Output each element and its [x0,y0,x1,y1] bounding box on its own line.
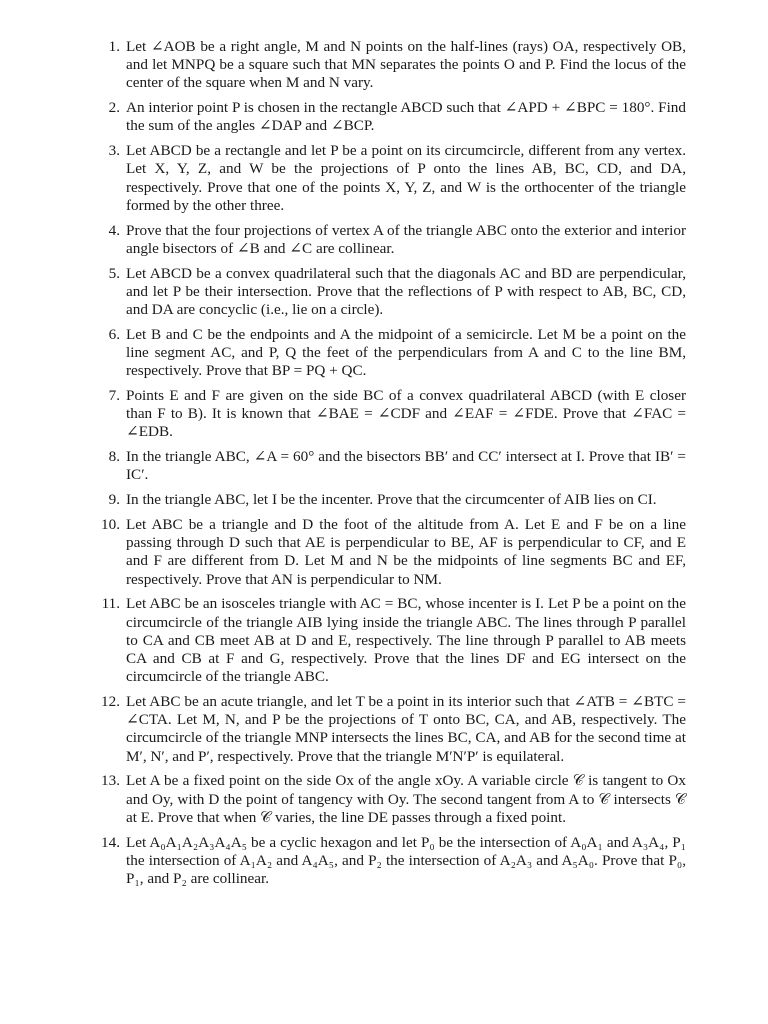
problem-number: 11. [101,595,120,613]
problem-text: Let ABCD be a rectangle and let P be a point on its circumcircle, different from any vertex. Let X, Y, Z, and W be the projections of P onto the lines AB, BC, CD, and DA, respectively. Prove that one of the points X, Y, Z, and W is the orthocenter of the triangle formed by the other three. [126,142,686,214]
problem-text: Prove that the four projections of vertex A of the triangle ABC onto the exterior and interior angle bisectors of ∠B and ∠C are collinear. [126,221,686,257]
problem-text: Let A be a fixed point on the side Ox of the angle xOy. A variable circle 𝒞 is tangent to Ox and Oy, with D the point of tangency with Oy. The second tangent from A to 𝒞 intersects 𝒞 at E. Prove that when 𝒞 varies, the line DE passes through a fixed point. [126,772,686,826]
problem-number: 4. [108,221,120,239]
problem-text: Let ABC be an acute triangle, and let T be a point in its interior such that ∠ATB = ∠BTC = ∠CTA. Let M, N, and P be the projections of T onto BC, CA, and AB, respectively. The circumcircle of the triangle MNP intersects the lines BC, CA, and AB for the second time at M′, N′, and P′, respectively. Prove that the triangle M′N′P′ is equilateral. [126,693,686,765]
problem-text: Let ABC be a triangle and D the foot of the altitude from A. Let E and F be on a line passing through D such that AE is perpendicular to BE, AF is perpendicular to CF, and E and F are different from D. Let M and N be the midpoints of line segments BC and EF, respectively. Prove that AN is perpendicular to NM. [126,516,686,588]
problem-item [94,99,686,135]
problem-item [94,834,686,889]
problem-number: 12. [101,693,120,711]
problem-text: Points E and F are given on the side BC of a convex quadrilateral ABCD (with E closer than F to B). It is known that ∠BAE = ∠CDF and ∠EAF = ∠FDE. Prove that ∠FAC = ∠EDB. [126,387,686,441]
problem-item [94,516,686,589]
problem-item [94,693,686,766]
problem-number: 6. [108,325,120,343]
problem-number: 1. [108,38,120,55]
problem-item [94,387,686,442]
problem-text: In the triangle ABC, ∠A = 60° and the bisectors BB′ and CC′ intersect at I. Prove that IB′ = IC′. [126,448,686,484]
problem-number: 3. [108,142,120,160]
problem-list [94,38,686,895]
problem-text: In the triangle ABC, let I be the incenter. Prove that the circumcenter of AIB lies on CI. [126,491,657,509]
problem-text: Let ∠AOB be a right angle, M and N points on the half-lines (rays) OA, respectively OB, and let MNPQ be a square such that MN separates the points O and P. Find the locus of the center of the square when M and N vary. [126,38,686,92]
problem-item [94,772,686,827]
problem-number: 5. [108,264,120,282]
problem-number: 8. [108,448,120,466]
problem-item [94,595,686,686]
problem-number: 10. [101,516,120,534]
problem-item [94,38,686,93]
problem-item [94,448,686,484]
problem-text: Let A₀A₁A₂A₃A₄A₅ be a cyclic hexagon and let P₀ be the intersection of A₀A₁ and A₃A₄, P₁ the intersection of A₁A₂ and A₄A₅, and P₂ the intersection of A₂A₃ and A₅A₀. Prove that P₀, P₁, and P₂ are collinear. [126,833,686,888]
problem-text: Let B and C be the endpoints and A the midpoint of a semicircle. Let M be a point on the line segment AC, and P, Q the feet of the perpendiculars from A and C to the line BM, respectively. Prove that BP = PQ + QC. [126,325,686,380]
problem-text: An interior point P is chosen in the rectangle ABCD such that ∠APD + ∠BPC = 180°. Find the sum of the angles ∠DAP and ∠BCP. [126,99,686,135]
problem-item [94,326,686,381]
problem-number: 2. [108,99,120,117]
problem-number: 14. [101,833,120,851]
problem-text: Let ABCD be a convex quadrilateral such that the diagonals AC and BD are perpendicular, and let P be their intersection. Prove that the reflections of P with respect to AB, BC, CD, and DA are concyclic (i.e., lie on a circle). [126,264,686,319]
problem-item [94,265,686,320]
problem-number: 9. [108,491,120,509]
problem-text: Let ABC be an isosceles triangle with AC = BC, whose incenter is I. Let P be a point on the circumcircle of the triangle AIB lying inside the triangle ABC. The lines through P parallel to CA and CB meet AB at D and E, respectively. The line through P parallel to AB meets CA and CB at F and G, respectively. Prove that the lines DF and EG intersect on the circumcircle of the triangle ABC. [126,595,686,686]
problem-number: 13. [101,772,120,790]
problem-item [94,491,686,509]
problem-number: 7. [108,387,120,405]
problem-item [94,222,686,258]
problem-item [94,142,686,215]
